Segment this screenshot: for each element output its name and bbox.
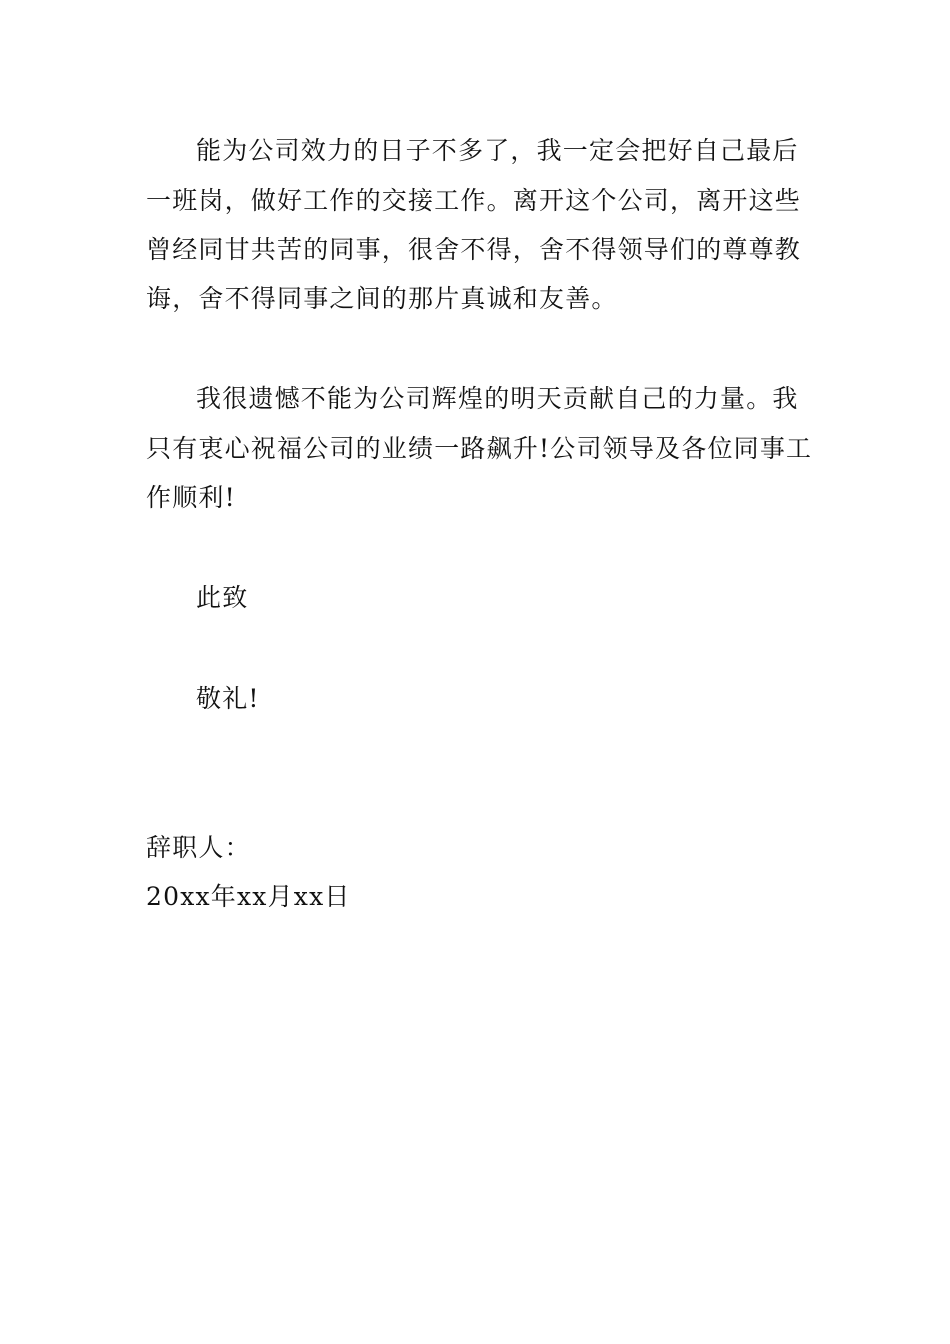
paragraph-2-line-1: 我很遗憾不能为公司辉煌的明天贡献自己的力量。我 xyxy=(196,384,799,413)
salutation-text: 敬礼! xyxy=(196,684,260,713)
paragraph-1-line-2: 一班岗，做好工作的交接工作。离开这个公司，离开这些 xyxy=(146,186,802,215)
paragraph-1-line-1: 能为公司效力的日子不多了，我一定会把好自己最后 xyxy=(196,136,799,165)
signature-label: 辞职人： xyxy=(146,833,251,862)
paragraph-2-line-3: 作顺利! xyxy=(146,483,236,512)
closing-text: 此致 xyxy=(196,583,249,612)
paragraph-2-line-2: 只有衷心祝福公司的业绩一路飙升!公司领导及各位同事工 xyxy=(146,434,813,463)
paragraph-1-line-4: 诲，舍不得同事之间的那片真诚和友善。 xyxy=(146,284,618,313)
paragraph-1-line-3: 曾经同甘共苦的同事，很舍不得，舍不得领导们的尊尊教 xyxy=(146,235,802,264)
date-text: 20xx年xx月xx日 xyxy=(146,882,351,911)
